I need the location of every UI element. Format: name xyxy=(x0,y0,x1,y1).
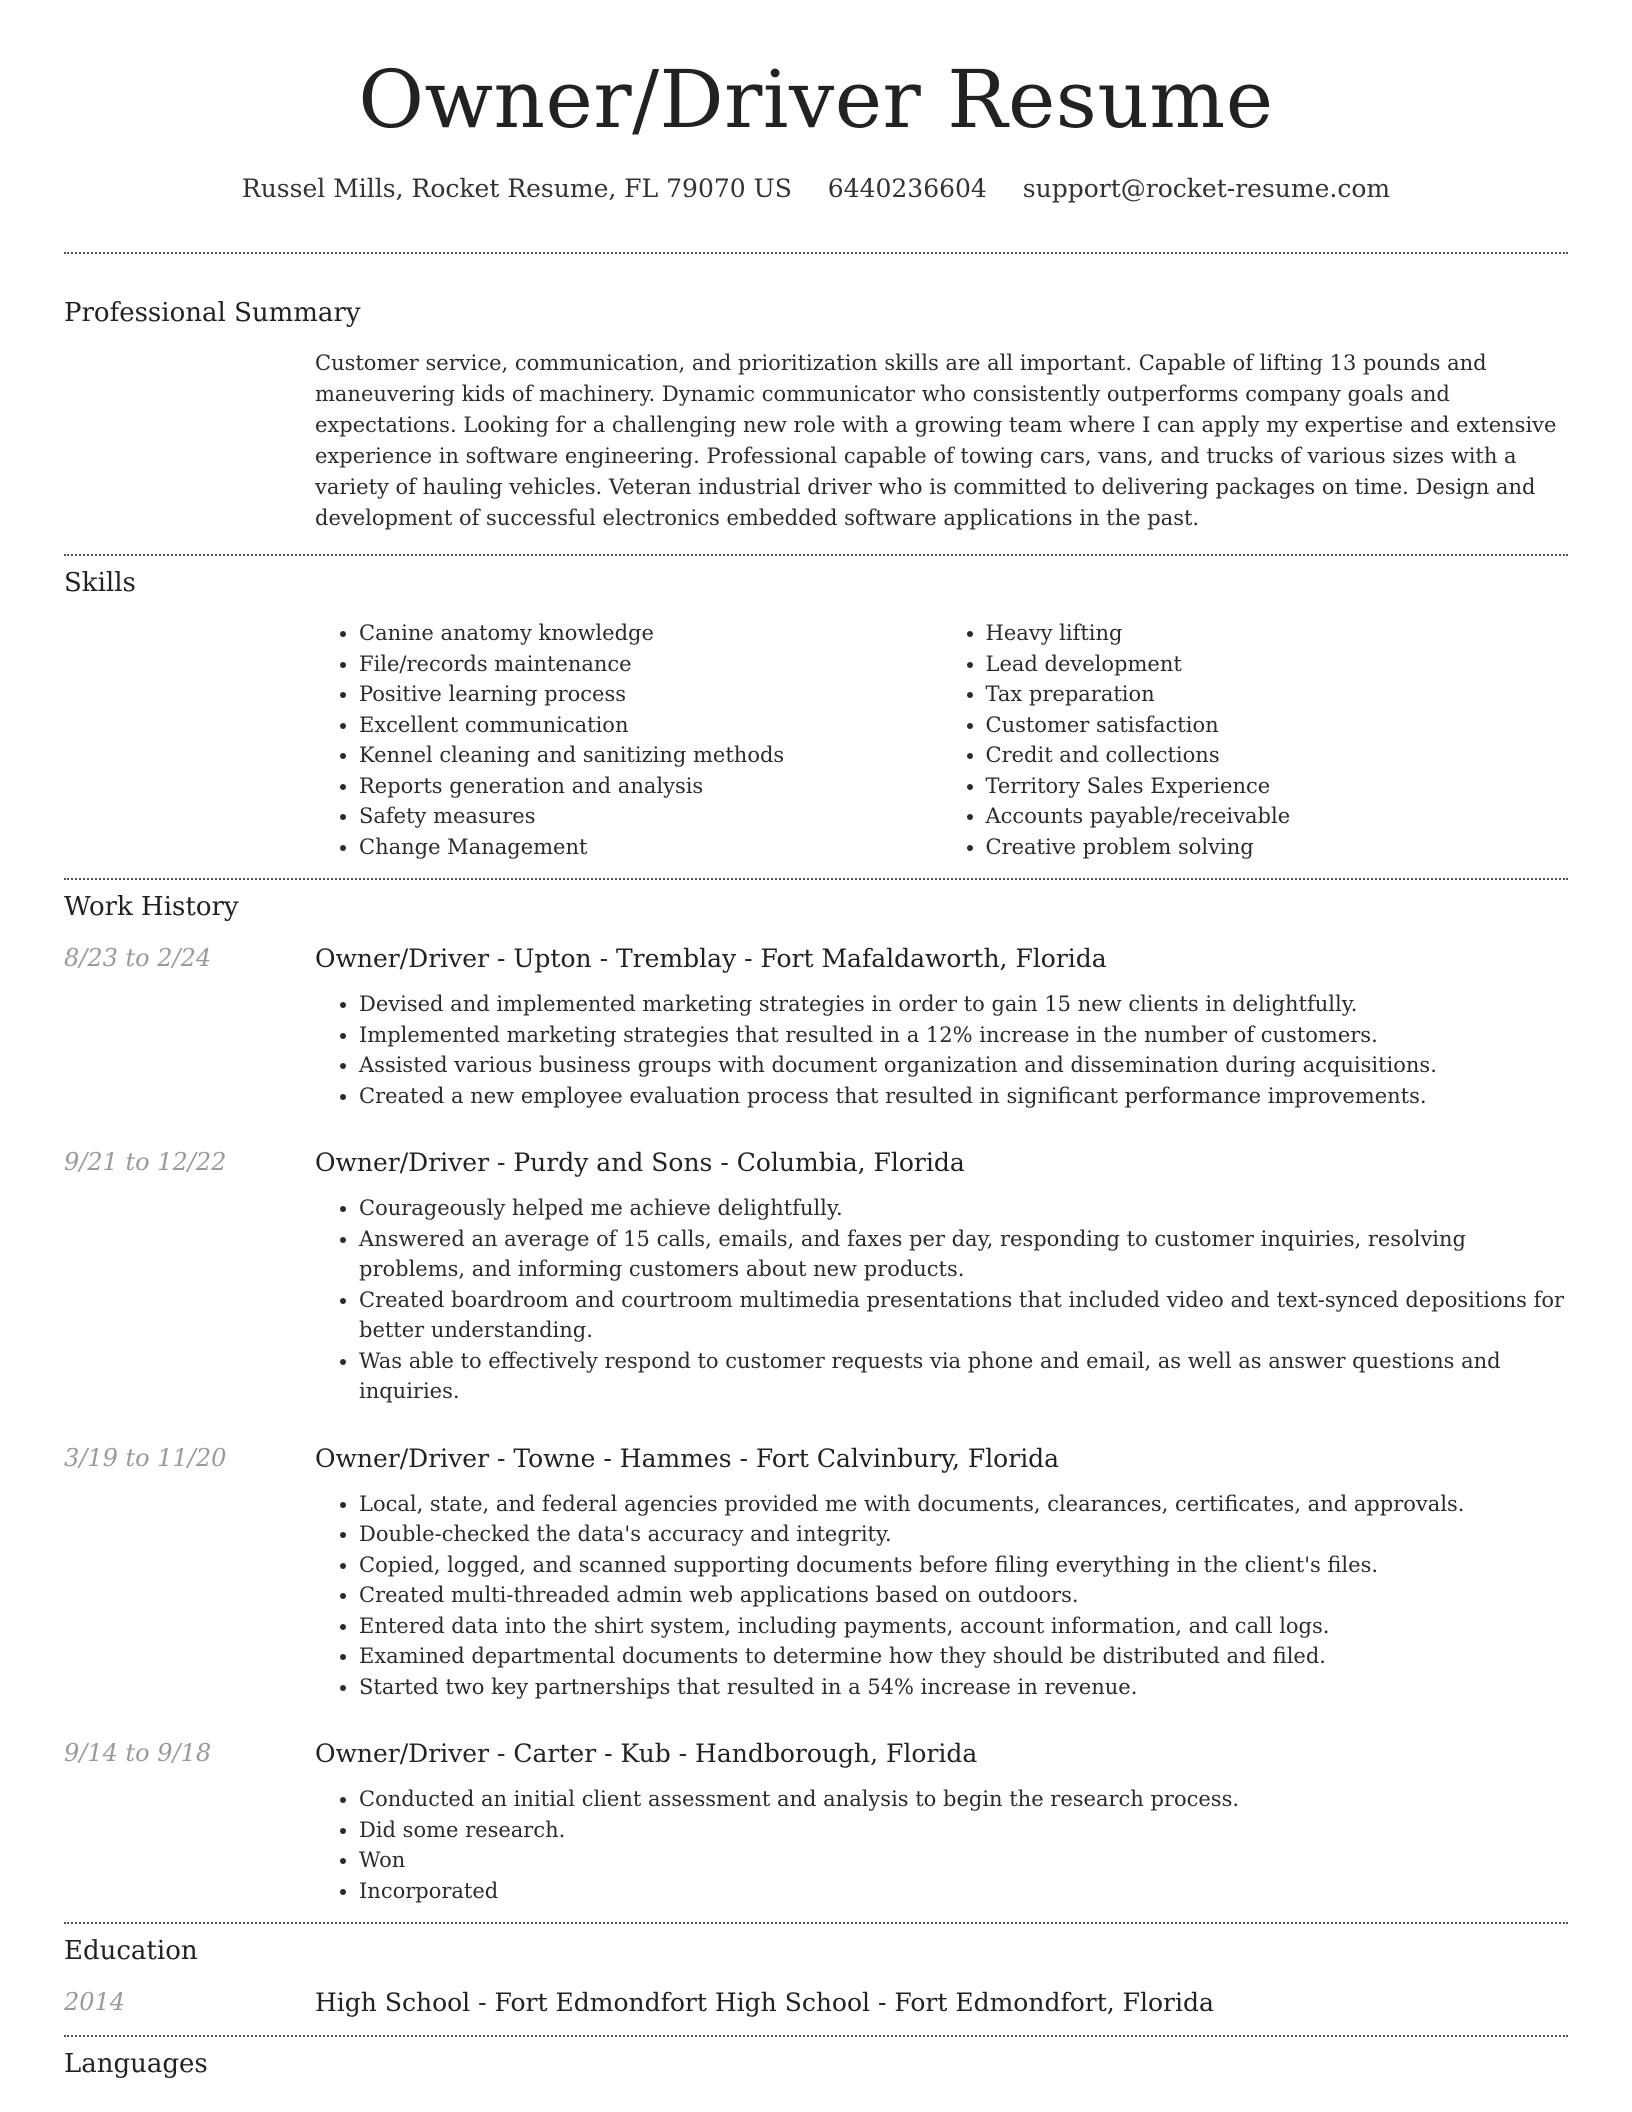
divider xyxy=(64,554,1568,556)
resume-page xyxy=(64,0,1568,2079)
list-item: • Won xyxy=(359,1845,1568,1876)
divider xyxy=(64,252,1568,254)
work-heading: Work History xyxy=(64,892,239,922)
skills-heading: Skills xyxy=(64,568,136,598)
list-item: • Was able to effectively respond to customer requests via phone and email, as well as answer questions and inquiries. xyxy=(359,1346,1568,1407)
skill-item: • Kennel cleaning and sanitizing methods xyxy=(359,740,942,771)
list-item: • Courageously helped me achieve delightfully. xyxy=(359,1193,1568,1224)
list-item: • Started two key partnerships that resulted in a 54% increase in revenue. xyxy=(359,1672,1568,1703)
skill-item: • Credit and collections xyxy=(986,740,1569,771)
job-entry xyxy=(64,1739,1568,1906)
contact-phone: 6440236604 xyxy=(827,174,987,203)
job-title: Owner/Driver - Purdy and Sons - Columbia, Florida xyxy=(315,1148,965,1177)
skills-column-left xyxy=(315,618,942,862)
job-entry xyxy=(64,1444,1568,1703)
page-title: Owner/Driver Resume xyxy=(358,53,1274,146)
skill-item: • Tax preparation xyxy=(986,679,1569,710)
contact-line xyxy=(64,174,1568,203)
skill-item: • Customer satisfaction xyxy=(986,710,1569,741)
job-bullets xyxy=(315,1784,1568,1906)
contact-email: support@rocket-resume.com xyxy=(1022,174,1391,203)
job-dates: 9/14 to 9/18 xyxy=(64,1739,212,1767)
list-item: • Conducted an initial client assessment and analysis to begin the research process. xyxy=(359,1784,1568,1815)
list-item: • Did some research. xyxy=(359,1815,1568,1846)
job-bullets xyxy=(315,1489,1568,1703)
divider xyxy=(64,878,1568,880)
list-item: • Copied, logged, and scanned supporting documents before filing everything in the client's files. xyxy=(359,1550,1568,1581)
list-item: • Devised and implemented marketing strategies in order to gain 15 new clients in delightfully. xyxy=(359,989,1568,1020)
list-item: • Double-checked the data's accuracy and integrity. xyxy=(359,1519,1568,1550)
skill-item: • Excellent communication xyxy=(359,710,942,741)
skill-item: • File/records maintenance xyxy=(359,649,942,680)
skill-item: • Canine anatomy knowledge xyxy=(359,618,942,649)
list-item: • Incorporated xyxy=(359,1876,1568,1907)
languages-heading: Languages xyxy=(64,2049,208,2079)
job-dates: 8/23 to 2/24 xyxy=(64,944,212,972)
list-item: • Assisted various business groups with document organization and dissemination during acquisitions. xyxy=(359,1050,1568,1081)
skill-item: • Creative problem solving xyxy=(986,832,1569,863)
contact-address: Russel Mills, Rocket Resume, FL 79070 US xyxy=(241,174,792,203)
education-year: 2014 xyxy=(64,1988,126,2016)
job-title: Owner/Driver - Upton - Tremblay - Fort Mafaldaworth, Florida xyxy=(315,944,1107,973)
list-item: • Local, state, and federal agencies provided me with documents, clearances, certificates, and approvals. xyxy=(359,1489,1568,1520)
job-dates: 3/19 to 11/20 xyxy=(64,1443,227,1472)
skills-list xyxy=(315,618,1568,862)
skill-item: • Heavy lifting xyxy=(986,618,1569,649)
job-dates: 9/21 to 12/22 xyxy=(64,1148,227,1176)
skill-item: • Safety measures xyxy=(359,801,942,832)
list-item: • Created multi-threaded admin web applications based on outdoors. xyxy=(359,1580,1568,1611)
divider xyxy=(64,1922,1568,1924)
list-item: • Examined departmental documents to determine how they should be distributed and filed. xyxy=(359,1641,1568,1672)
skill-item: • Positive learning process xyxy=(359,679,942,710)
divider xyxy=(64,2035,1568,2037)
skills-column-right xyxy=(942,618,1569,862)
education-heading: Education xyxy=(64,1936,198,1966)
job-bullets xyxy=(315,1193,1568,1407)
job-title: Owner/Driver - Towne - Hammes - Fort Calvinbury, Florida xyxy=(315,1443,1060,1473)
skill-item: • Territory Sales Experience xyxy=(986,771,1569,802)
list-item: • Answered an average of 15 calls, emails, and faxes per day, responding to customer inquiries, resolving problems, and informing customers about new products. xyxy=(359,1224,1568,1285)
job-entry xyxy=(64,1148,1568,1407)
skill-item: • Change Management xyxy=(359,832,942,863)
summary-text: Customer service, communication, and prioritization skills are all important. Capable of lifting 13 pounds and maneuvering kids of machinery. Dynamic communicator who consistently outperforms company goals and expectations. Looking for a challenging new role with a growing team where I can apply my expertise and extensive experience in software engineering. Professional capable of towing cars, vans, and trucks of various sizes with a variety of hauling vehicles. Veteran industrial driver who is committed to delivering packages on time. Design and development of successful electronics embedded software applications in the past. xyxy=(315,351,1557,530)
summary-heading: Professional Summary xyxy=(64,298,361,328)
list-item: • Implemented marketing strategies that resulted in a 12% increase in the number of customers. xyxy=(359,1020,1568,1051)
skill-item: • Reports generation and analysis xyxy=(359,771,942,802)
job-entry xyxy=(64,944,1568,1111)
list-item: • Created a new employee evaluation process that resulted in significant performance improvements. xyxy=(359,1081,1568,1112)
skill-item: • Lead development xyxy=(986,649,1569,680)
education-title: High School - Fort Edmondfort High School - Fort Edmondfort, Florida xyxy=(315,1988,1214,2017)
education-entry xyxy=(64,1988,1568,2017)
job-title: Owner/Driver - Carter - Kub - Handborough, Florida xyxy=(315,1739,978,1768)
skill-item: • Accounts payable/receivable xyxy=(986,801,1569,832)
list-item: • Created boardroom and courtroom multimedia presentations that included video and text-synced depositions for better understanding. xyxy=(359,1285,1568,1346)
job-bullets xyxy=(315,989,1568,1111)
list-item: • Entered data into the shirt system, including payments, account information, and call logs. xyxy=(359,1611,1568,1642)
